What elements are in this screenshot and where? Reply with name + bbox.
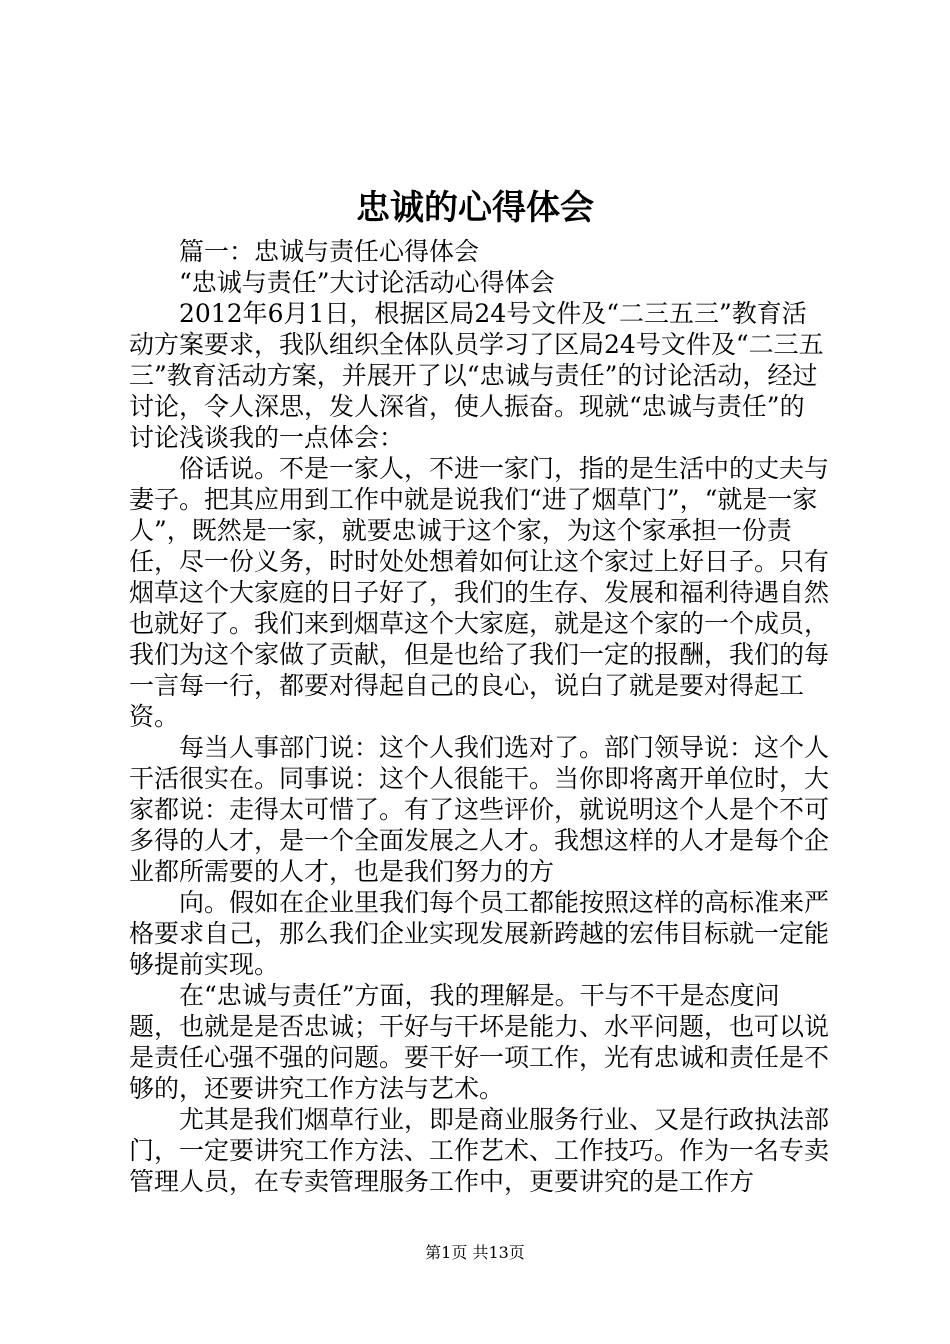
document-title: 忠诚的心得体会 [356,188,594,228]
paragraph: 2012年6月1日，根据区局24号文件及“二三五三”教育活动方案要求，我队组织全体队员学习了区局24号文件及“二三五三”教育活动方案，并展开了以“忠诚与责任”的讨论活动，经过讨论，令人深思，发人深省，使人振奋。现就“忠诚与责任”的讨论浅谈我的一点体会： [129,299,824,452]
paragraph: 向。假如在企业里我们每个员工都能按照这样的高标准来严格要求自己，那么我们企业实现发展新跨越的宏伟目标就一定能够提前实现。 [129,888,830,979]
paragraph: 俗话说。不是一家人，不进一家门，指的是生活中的丈夫与妻子。把其应用到工作中就是说我们“进了烟草门”，“就是一家人”，既然是一家，就要忠诚于这个家，为这个家承担一份责任，尽一份义务，时时处处想着如何让这个家过上好日子。只有烟草这个大家庭的日子好了，我们的生存、发展和福利待遇自然也就好了。我们来到烟草这个大家庭，就是这个家的一个成员，我们为这个家做了贡献，但是也给了我们一定的报酬，我们的每一言每一行，都要对得起自己的良心，说白了就是要对得起工资。 [129,454,830,731]
document-body [129,236,829,1197]
paragraph: “忠诚与责任”大讨论活动心得体会 [179,268,555,297]
paragraph: 尤其是我们烟草行业，即是商业服务行业、又是行政执法部门，一定要讲究工作方法、工作艺术、工作技巧。作为一名专卖管理人员，在专卖管理服务工作中，更要讲究的是工作方 [129,1105,830,1196]
paragraph: 每当人事部门说：这个人我们选对了。部门领导说：这个人干活很实在。同事说：这个人很能干。当你即将离开单位时，大家都说：走得太可惜了。有了这些评价，就说明这个人是个不可多得的人才，是一个全面发展之人才。我想这样的人才是每个企业都所需要的人才，也是我们努力的方 [129,733,830,886]
paragraph: 在“忠诚与责任”方面，我的理解是。干与不干是态度问题，也就是是否忠诚；干好与干坏是能力、水平问题，也可以说是责任心强不强的问题。要干好一项工作，光有忠诚和责任是不够的，还要讲究工作方法与艺术。 [129,981,830,1103]
page-footer: 第1页 共13页 [425,1243,525,1262]
paragraph: 篇一：忠诚与责任心得体会 [179,237,480,266]
